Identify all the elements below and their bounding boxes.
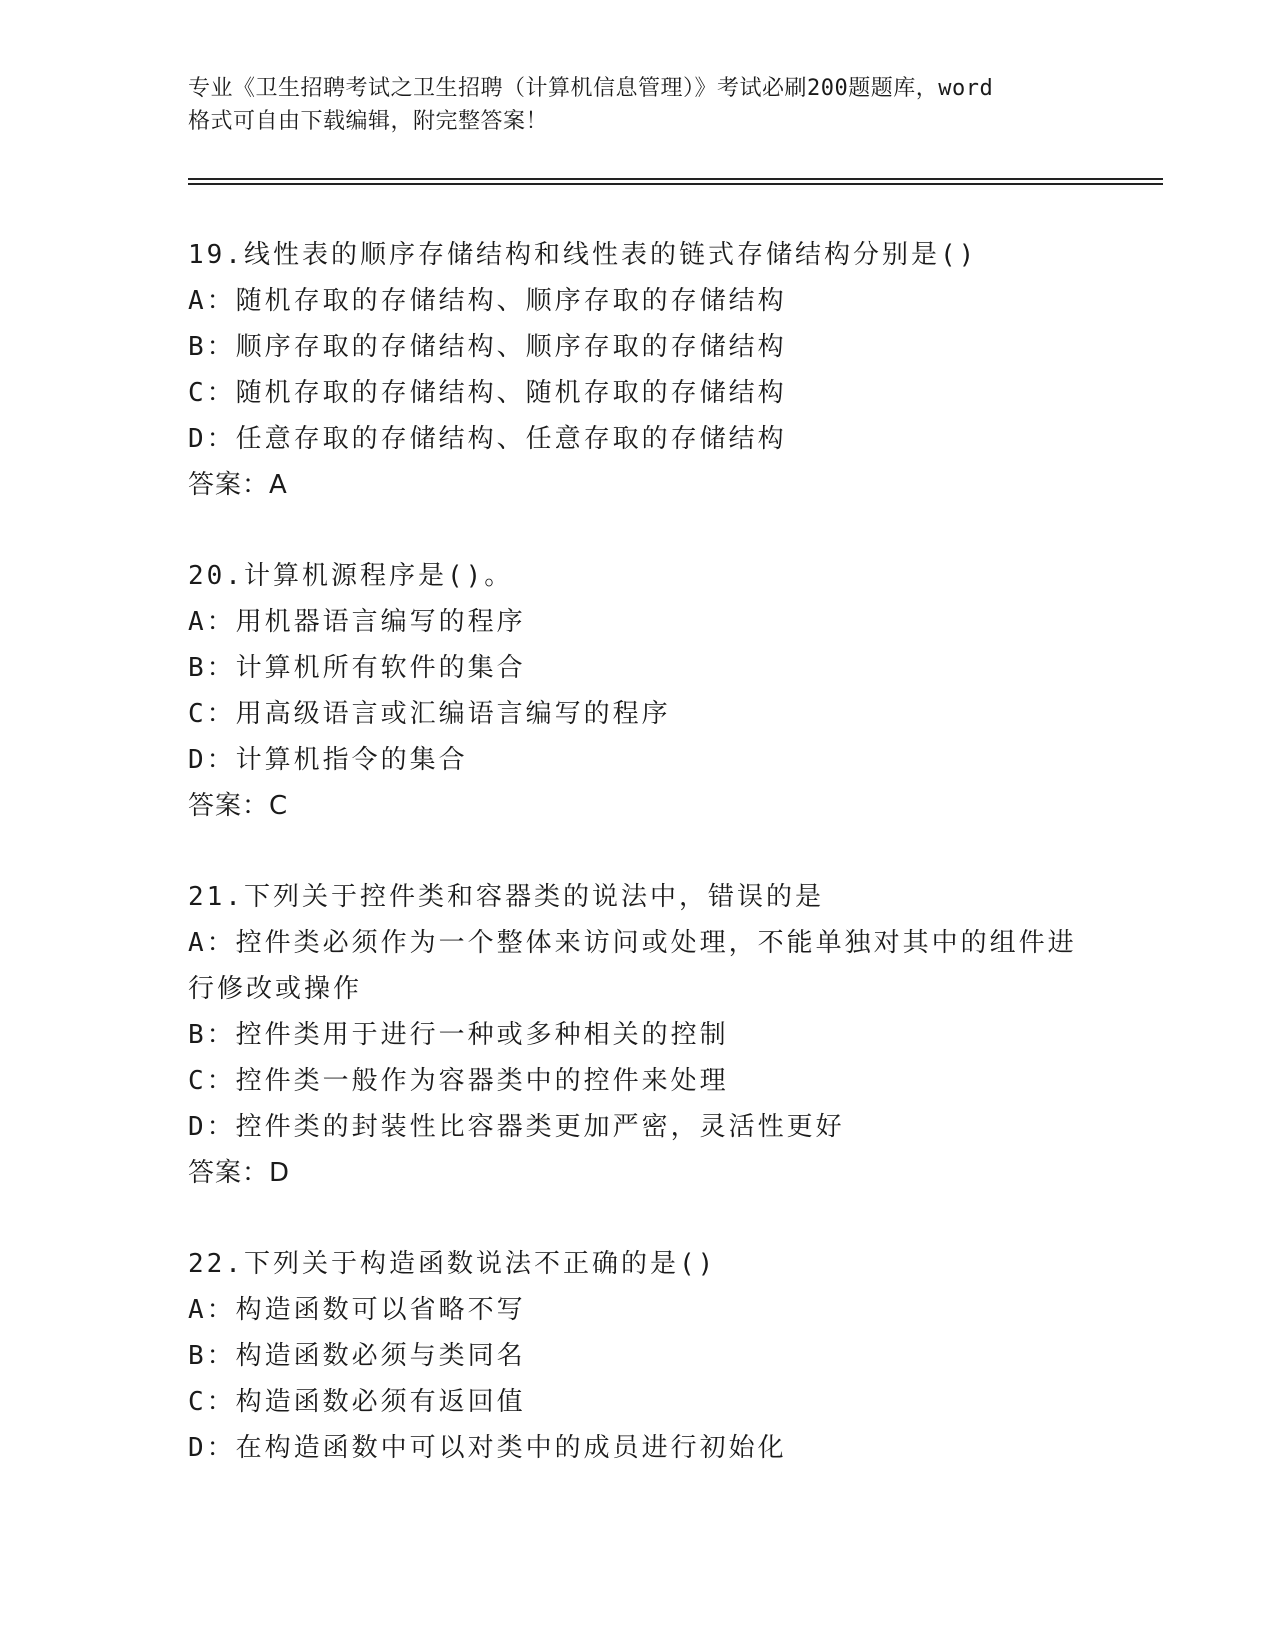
option-b: B：计算机所有软件的集合 xyxy=(188,653,526,683)
option-d: D：计算机指令的集合 xyxy=(188,745,468,775)
question-list xyxy=(188,232,1088,1516)
option-c: C：用高级语言或汇编语言编写的程序 xyxy=(188,699,671,729)
option-d: D：控件类的封装性比容器类更加严密，灵活性更好 xyxy=(188,1112,845,1142)
option-a: A：用机器语言编写的程序 xyxy=(188,607,526,637)
option-a: A：随机存取的存储结构、顺序存取的存储结构 xyxy=(188,286,787,316)
option-b: B：控件类用于进行一种或多种相关的控制 xyxy=(188,1020,729,1050)
option-b: B：顺序存取的存储结构、顺序存取的存储结构 xyxy=(188,332,787,362)
document-header xyxy=(188,72,1088,138)
option-b: B：构造函数必须与类同名 xyxy=(188,1341,526,1371)
question-21 xyxy=(188,874,1088,1196)
question-20 xyxy=(188,553,1088,829)
option-a: A：构造函数可以省略不写 xyxy=(188,1295,526,1325)
answer-line: 答案：D xyxy=(188,1158,291,1188)
option-c: C：构造函数必须有返回值 xyxy=(188,1387,526,1417)
header-line-1: 专业《卫生招聘考试之卫生招聘（计算机信息管理）》考试必刷200题题库，word xyxy=(188,76,994,101)
header-divider-bottom xyxy=(188,183,1163,185)
answer-line: 答案：C xyxy=(188,791,289,821)
option-c: C：随机存取的存储结构、随机存取的存储结构 xyxy=(188,378,787,408)
option-a: A：控件类必须作为一个整体来访问或处理，不能单独对其中的组件进 xyxy=(188,928,1077,958)
question-19 xyxy=(188,232,1088,508)
header-divider-top xyxy=(188,178,1163,180)
question-22 xyxy=(188,1241,1088,1471)
option-d: D：任意存取的存储结构、任意存取的存储结构 xyxy=(188,424,787,454)
question-stem: 20.计算机源程序是()。 xyxy=(188,561,514,591)
header-line-2: 格式可自由下载编辑，附完整答案！ xyxy=(188,109,549,134)
option-c: C：控件类一般作为容器类中的控件来处理 xyxy=(188,1066,729,1096)
option-d: D：在构造函数中可以对类中的成员进行初始化 xyxy=(188,1433,787,1463)
question-stem: 21.下列关于控件类和容器类的说法中，错误的是 xyxy=(188,882,824,912)
question-stem: 19.线性表的顺序存储结构和线性表的链式存储结构分别是() xyxy=(188,240,978,270)
answer-line: 答案：A xyxy=(188,470,288,500)
option-a-continued: 行修改或操作 xyxy=(188,974,363,1004)
question-stem: 22.下列关于构造函数说法不正确的是() xyxy=(188,1249,717,1279)
